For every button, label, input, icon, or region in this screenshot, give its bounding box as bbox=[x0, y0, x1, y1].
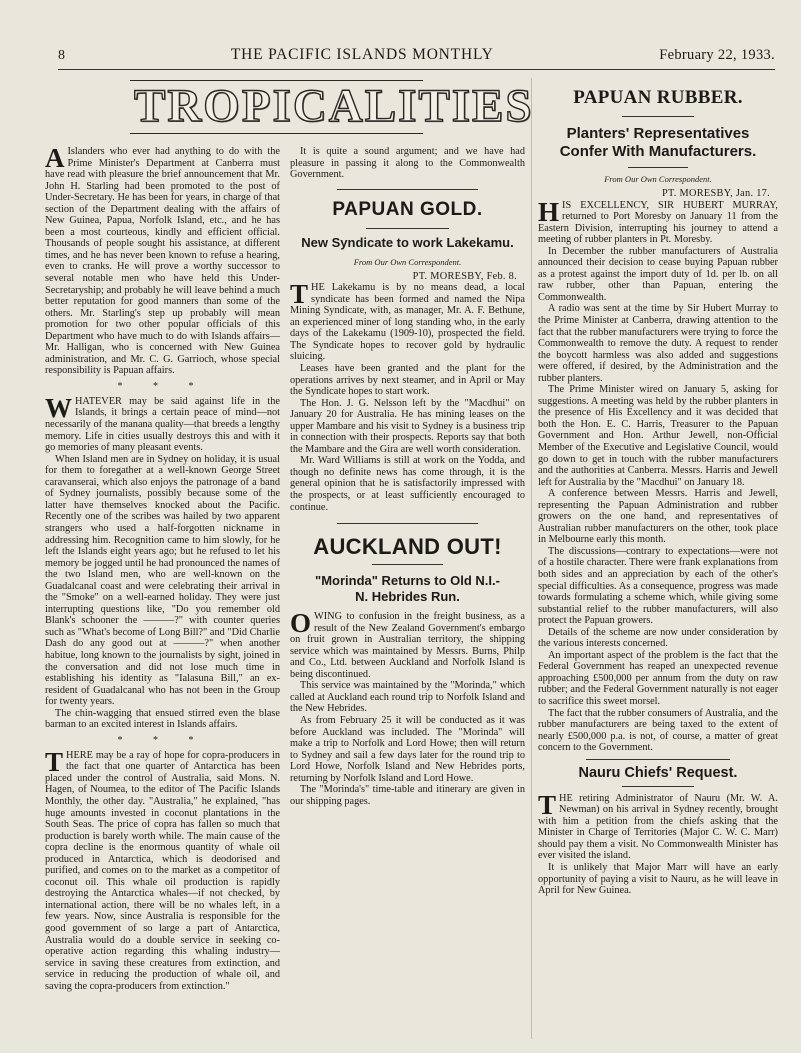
header-rule bbox=[58, 69, 775, 70]
drop-cap: T bbox=[45, 746, 64, 777]
column-2 bbox=[290, 146, 525, 1043]
paragraph: HIS EXCELLENCY, SIR HUBERT MURRAY, returned to Port Moresby on January 11 from the Eastern Division, interrupting his journey to attend a meeting of rubber planters in Pt. Moresby. bbox=[538, 196, 778, 246]
byline: From Our Own Correspondent. bbox=[353, 256, 462, 267]
paragraph: A conference between Messrs. Harris and Jewell, representing the Papuan Administration and rubber growers on the one hand, and representatives of Australian rubber manufacturers on the other, took place in Melbourne early this month. bbox=[538, 488, 778, 546]
issue-date: February 22, 1933. bbox=[659, 47, 775, 63]
section-stars: * * * bbox=[117, 380, 208, 392]
drop-cap: T bbox=[290, 279, 309, 310]
paragraph: OWING to confusion in the freight business, as a result of the New Zealand Government's embargo on fruit grown in Australian territory, the shipping service which was maintained by Messrs. Burns, Philp and Co., Ltd. between Auckland and Norfolk Island is being discontinued. bbox=[290, 608, 525, 680]
section-rule bbox=[366, 228, 448, 229]
auckland-subhead-2: N. Hebrides Run. bbox=[355, 589, 460, 605]
section-rule bbox=[586, 759, 730, 760]
paragraph: An important aspect of the problem is the fact that the Federal Government has reaped an unexpected revenue approaching £500,000 per annum from the duty on raw rubber; and the Federal Government naturally is not eager to sacrifice this sweet morsel. bbox=[538, 649, 778, 708]
paragraph: The "Morinda's" time-table and itinerary are given in our shipping pages. bbox=[290, 784, 525, 807]
section-stars: * * * bbox=[117, 734, 208, 746]
magazine-title: THE PACIFIC ISLANDS MONTHLY bbox=[230, 46, 494, 63]
paragraph: Details of the scheme are now under consideration by the various interests concerned. bbox=[538, 626, 778, 650]
paragraph: The Hon. J. G. Nelsson left by the "Macdhui" on January 20 for Australia. He has mining leases on the upper Mambare and his visit to Sydney is a business trip in connection with their prospects. Reports say that both the Mambare and the Gira are well worth consideration. bbox=[290, 397, 525, 455]
papuan-gold-headline: PAPUAN GOLD. bbox=[332, 198, 483, 220]
papuan-gold-subhead: New Syndicate to work Lakekamu. bbox=[301, 234, 514, 250]
papuan-rubber-subhead-2: Confer With Manufacturers. bbox=[559, 143, 757, 160]
tropicalities-item-1: A Islanders who ever had anything to do with the Prime Minister's Department at Canberra must have read with pleasure the brief announcement that Mr. John H. Starling had been promoted to the post of Under-Secretary. He has been for years, in charge of that section of the Department dealing with the affairs of New Guinea, Papua, Norfolk Island, etc., and he has been a most courteous, kindly and efficient official. Thousands of people sought his assistance, at different times, and he has never been known to refuse a hearing, even to cranks. He will prove a worthy successor to several notable men who have held this Under-Secretaryship; and probably he will leave behind a much better reputation for good manners than some of the others. Mr. Starling's step up probably will mean promotion for two other popular officials of this Department who have much to do with Islands affairs—Mr. Halligan, who is concerned with New Guinea administration, and Mr. C. G. Garrioch, whose special responsibility is Papuan affairs. bbox=[45, 146, 280, 377]
paragraph: Mr. Ward Williams is still at work on the Yodda, and though no definite news has come through, it is the general opinion that he is satisfactorily impressed with the prospects, or at least sufficiently encouraged to continue. bbox=[290, 455, 525, 513]
paragraph: It is quite a sound argument; and we have had pleasure in passing it along to the Commonwealth Government. bbox=[290, 146, 525, 181]
drop-cap: W bbox=[45, 392, 72, 423]
drop-cap: H bbox=[538, 196, 560, 227]
column-1 bbox=[45, 146, 280, 1043]
masthead-rule-bottom bbox=[130, 133, 423, 134]
dateline: PT. MORESBY, Feb. 8. bbox=[412, 270, 517, 282]
section-rule bbox=[337, 189, 478, 190]
tropicalities-item-3: THERE may be a ray of hope for copra-producers in the fact that one quarter of Antarctica has been placed under the control of Australia, said Mons. N. Hagen, of Noumea, to the editor of The Pacific Islands Monthly, the other day. "Australia," he explained, "has huge amounts invested in coconut plantations in the South Seas. The price of copra has fallen so much that production is barely worth while. The main cause of the copra decline is the enormous quantity of whale oil produced in Antarctica, which is deodorised and purified, and comes on to the market as a competitor of coconut oil. This whale oil production is rapidly destroying the Antarctica whales—if not checked, by international action, there will be no whales left, in a few years. Now, since Australia is responsible for the good government of so large a part of Antarctica, Australia would do a double service in seeking co-operative action regarding this whaling industry—service in saving these creatures from extinction, and service in reducing the production of whale oil, and saving the copra-producers from extinction." bbox=[45, 746, 280, 992]
paragraph: It is unlikely that Major Marr will have an early opportunity of paying a visit to Nauru, as he will leave in April for New Guinea. bbox=[538, 862, 778, 897]
paragraph: The discussions—contrary to expectations—were not of a hostile character. There were frank explanations from both sides and an appreciation by each of the other's special difficulties. As a consequence, progress was made towards formulating a scheme which, while giving some substantial relief to the rubber manufacturers, will also protect the Papuan growers. bbox=[538, 545, 778, 627]
paragraph: The chin-wagging that ensued stirred even the blase barman to an excited interest in Islands affairs. bbox=[45, 707, 280, 731]
paragraph: A radio was sent at the time by Sir Hubert Murray to the Prime Minister at Canberra, drawing attention to the fact that the rubber manufacturers were trying to force the Commonwealth to remove the duty. A request to render the boycott harmless was also added and suggestions were offered, if desired, by the Administration and the rubber planters. bbox=[538, 303, 778, 384]
paragraph: THE Lakekamu is by no means dead, a local syndicate has been formed and named the Nipa Mining Syndicate, with, as manager, Mr. A. F. Bethune, an experienced miner of long standing who, in the early days of the Lakekamu (1909-10), prospected the field. The Syndicate hopes to recover gold by hydraulic sluicing. bbox=[290, 279, 525, 363]
auckland-out-headline: AUCKLAND OUT! bbox=[313, 534, 502, 560]
papuan-rubber-headline: PAPUAN RUBBER. bbox=[573, 87, 743, 108]
section-rule bbox=[337, 523, 478, 524]
nauru-headline: Nauru Chiefs' Request. bbox=[578, 764, 738, 781]
drop-cap: T bbox=[538, 789, 557, 820]
page-number: 8 bbox=[58, 48, 66, 63]
paragraph: The fact that the rubber consumers of Australia, and the rubber manufacturers are being taxed to the extent of nearly £500,000 p.a. is not, of course, a matter of great concern to the Government. bbox=[538, 707, 778, 754]
column-3 bbox=[538, 80, 778, 1043]
tropicalities-item-2: WHATEVER may be said against life in the Islands, it brings a certain peace of mind—not necessarily of the manana quality—that breeds a lengthy memory. Life in cities usually destroys this and with it go memories of many pleasant events. bbox=[45, 392, 280, 454]
section-rule bbox=[622, 786, 694, 787]
paragraph: This service was maintained by the "Morinda," which called at Auckland each round trip to Norfolk Island and the New Hebrides. bbox=[290, 680, 525, 715]
paragraph: Leases have been granted and the plant for the operations arrives by next steamer, and in April or May the Syndicate hopes to start work. bbox=[290, 362, 525, 398]
paragraph: When Island men are in Sydney on holiday, it is usual for them to foregather at a well-known George Street caravanserai, which also enjoys the patronage of a band of Sydney journalists, possibly because some of the latter have themselves knocked about the Pacific. Recently one of the scribes was hailed by two apparent strangers who used a half-forgotten nickname in addressing him. Recognition came to him slowly, for he left the Islands eight years ago; but he refused to let his memory be jogged until he had pronounced the names of the two Island men, who are well-known on the Guadalcanal coast and were celebrating their arrival in the "Smoke" on a well-earned holiday. They were just interrupting questions like, "Do you remember old Blank's schooner the ———?" with counter queries such as "What's become of Long Bill?" and "Did Charlie Dash do any good out at ———?" when another habitue, long known to the journalists by sight, joined in the conversation and did not lose much time in establishing his identity as "Ialasuna Bill," an ex-resident of Guadalcanal who has not been in the Group for twenty years. bbox=[45, 453, 280, 708]
auckland-subhead-1: "Morinda" Returns to Old N.I.- bbox=[315, 573, 500, 589]
dateline: PT. MORESBY, Jan. 17. bbox=[661, 188, 770, 199]
section-rule bbox=[628, 167, 688, 168]
paragraph: The Prime Minister wired on January 5, asking for suggestions. A meeting was held by the rubber planters in the presence of His Excellency and it was decided that both the Hon. E. C. Harris, Treasurer to the Papuan Government and Hon. Arthur Jewell, non-Official Member of the Executive and Legislative Council, would go down to get in touch with the rubber manufacturers and the authorities at Canberra. Messrs. Harris and Jewell left for Australia by the "Macdhui" on January 18. bbox=[538, 384, 778, 488]
paragraph: THE retiring Administrator of Nauru (Mr. W. A. Newman) on his arrival in Sydney recently, brought with him a petition from the chiefs asking that the Minister in Charge of Territories (Major C. W. C. Marr) should pay them a visit. No Commonwealth Minister has ever visited the island. bbox=[538, 789, 778, 862]
tropicalities-masthead: TROPICALITIES bbox=[134, 80, 534, 132]
drop-cap: A bbox=[45, 146, 65, 173]
section-rule bbox=[372, 564, 443, 565]
section-rule bbox=[622, 116, 694, 117]
drop-cap: O bbox=[290, 608, 312, 639]
column-divider bbox=[531, 78, 532, 1039]
paragraph: As from February 25 it will be conducted as it was before Auckland was included. The "Morinda" will make a trip to Norfolk and Lord Howe; then will return to Sydney and sail a few days later for the round trip to Lord Howe, Norfolk Island and New Hebrides ports, returning by Norfolk Island and Lord Howe. bbox=[290, 715, 525, 784]
byline: From Our Own Correspondent. bbox=[604, 174, 712, 184]
running-header bbox=[58, 46, 775, 70]
papuan-rubber-subhead-1: Planters' Representatives bbox=[566, 125, 750, 142]
paragraph: In December the rubber manufacturers of Australia announced their decision to cease buying Papuan rubber as a protest against the import duty of 1d. per lb. on all raw rubber, other than Papuan, entering the Commonwealth. bbox=[538, 245, 778, 303]
